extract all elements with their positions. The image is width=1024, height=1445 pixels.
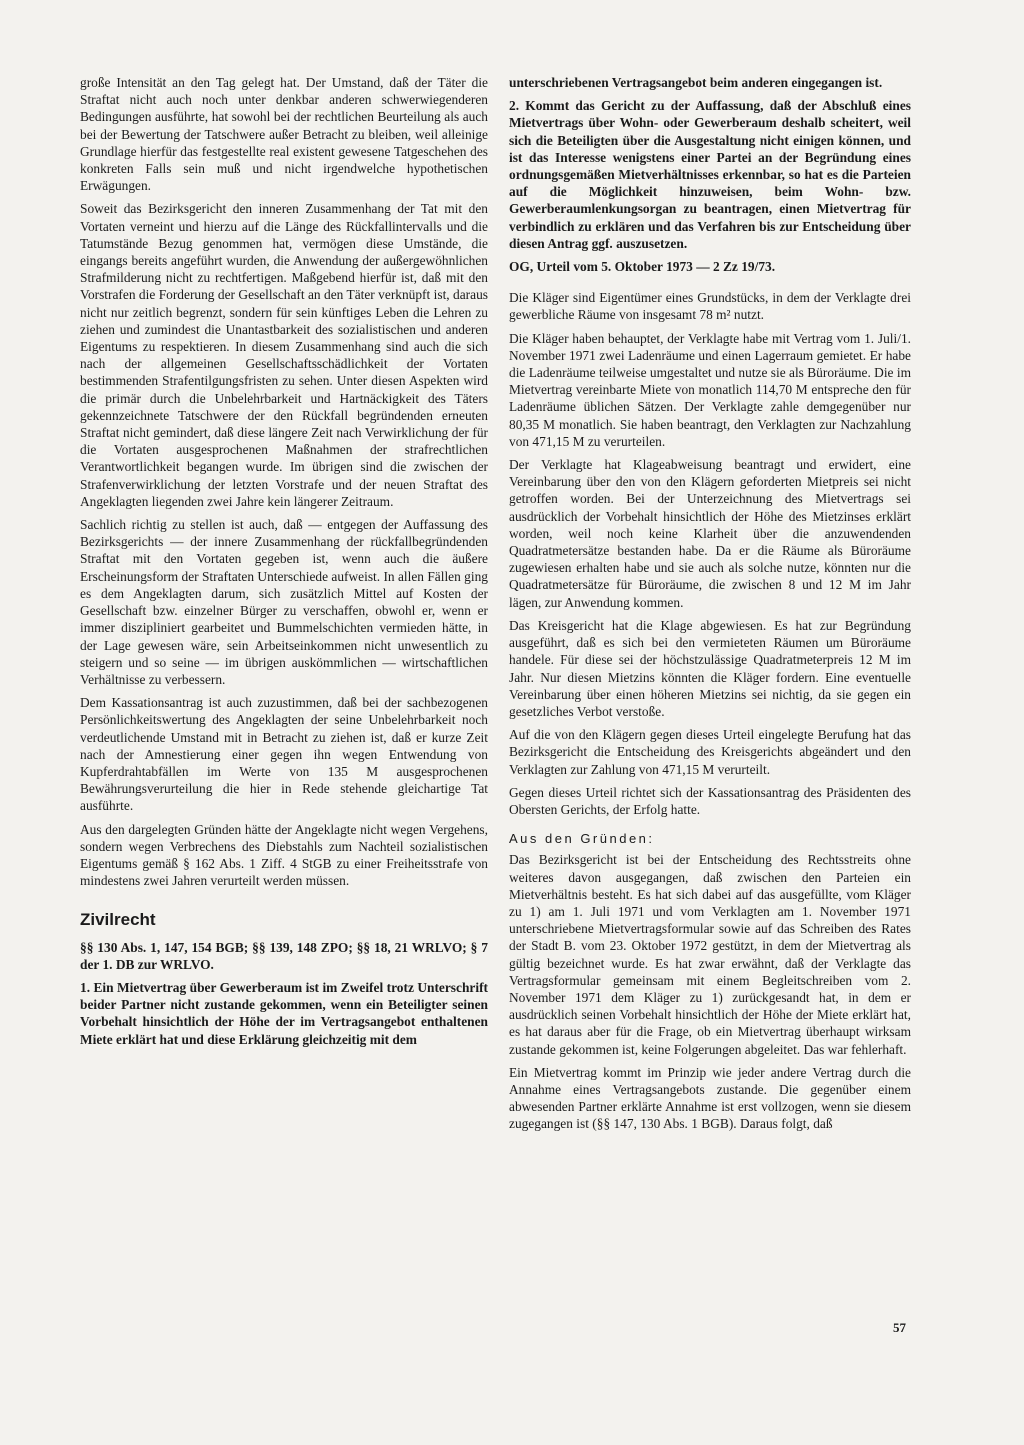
paragraph: Aus den dargelegten Gründen hätte der Angeklagte nicht wegen Vergehens, sondern wegen Verbrechens des Diebstahls zum Nachteil sozialistischen Eigentums gemäß § 162 Abs. 1 Ziff. 4 StGB zu einer Freiheitsstrafe von mindestens zwei Jahren verurteilt werden müssen.: [80, 821, 488, 889]
right-column: [509, 74, 911, 1139]
paragraph: Sachlich richtig zu stellen ist auch, daß — entgegen der Auffassung des Bezirksgerichts — der innere Zusammenhang der rückfallbegründenden Straftat mit den Vortaten gegeben ist, wenn auch die äußere Erscheinungsform der Straftaten Unterschiede aufweist. In allen Fällen ging es dem Angeklagten darum, sich zusätzlich Mittel auf Kosten der Gesellschaft bzw. einzelner Bürger zu verschaffen, obwohl er, wenn er immer diszipliniert gearbeitet und Bummelschichten vermieden hätte, in der Lage gewesen wäre, sein Arbeitseinkommen nicht unwesentlich zu steigern und so seine — im übrigen auskömmlichen — wirtschaftlichen Verhältnisse zu verbessern.: [80, 517, 488, 687]
paragraph: Gegen dieses Urteil richtet sich der Kassationsantrag des Präsidenten des Obersten Gerichts, der Erfolg hatte.: [509, 784, 911, 817]
paragraph: Soweit das Bezirksgericht den inneren Zusammenhang der Tat mit den Vortaten verneint und hierzu auf die Länge des Rückfallintervalls und die Tatumstände Bezug genommen hat, vermögen diese Umstände, die eingangs bereits angeführt wurden, die Anwendung der außergewöhnlichen Strafmilderung nicht zu rechtfertigen. Maßgebend hierfür ist, daß mit den Vorstrafen die Forderung der Gesellschaft an den Täter verknüpft ist, daraus nicht nur zeitlich begrenzt, sondern für sein künftiges Leben die Lehren zu ziehen und zumindest die Unantastbarkeit des sozialistischen und anderen Eigentums zu respektieren. In diesem Zusammenhang sind auch die sich nach der allgemeinen Gesellschaftsschädlichkeit der Vortaten bestimmenden Strafentilgungsfristen zu sehen. Unter diesen Aspekten wird die primär durch die Unbelehrbarkeit und Hartnäckigkeit des Täters gekennzeichnete Tatschwere der den Rückfall begründenden erneuten Straftat nicht gemindert, daß diese längere Zeit nach Verwirklichung der für die Vortaten ausgesprochenen Maßnahmen der strafrechtlichen Verantwortlichkeit begangen wurde. Im übrigen sind die zwischen der Strafenverwirklichung der letzten Vorstrafe und der neuen Straftat des Angeklagten liegenden zwei Jahre kein längerer Zeitraum.: [80, 201, 488, 509]
page-number: 57: [893, 1320, 906, 1335]
paragraph: Die Kläger sind Eigentümer eines Grundstücks, in dem der Verklagte drei gewerbliche Räume von insgesamt 78 m² nutzt.: [509, 290, 911, 323]
law-references: §§ 130 Abs. 1, 147, 154 BGB; §§ 139, 148 ZPO; §§ 18, 21 WRLVO; § 7 der 1. DB zur WRLVO.: [80, 939, 488, 972]
section-title: Zivilrecht: [80, 910, 156, 930]
paragraph: Dem Kassationsantrag ist auch zuzustimmen, daß bei der sachbezogenen Persönlichkeitswertung des Angeklagten der seine Unbelehrbarkeit noch verdeutlichende Umstand mit in Betracht zu ziehen ist, daß er kurze Zeit nach der Amnestierung einer gegen ihn wegen Entwendung von Kupferdrahtabfällen im Werte von 135 M ausgesprochenen Bewährungsverurteilung die hier in Rede stehende gleichartige Tat ausführte.: [80, 695, 488, 814]
paragraph: Das Bezirksgericht ist bei der Entscheidung des Rechtsstreits ohne weiteres davon ausgegangen, daß zwischen den Parteien ein Mietverhältnis besteht. Es hat sich dabei auf das ausgefüllte, vom Kläger zu 1) am 1. Juli 1971 und vom Verklagten am 1. November 1971 unterschriebene Mietvertragsformular sowie auf das Schreiben des Rates der Stadt B. vom 23. Oktober 1972 gestützt, in dem der Mietvertrag als gültig bezeichnet wurde. Es hat zwar erwähnt, daß der Verklagte das Vertragsformular gemeinsam mit einem Begleitschreiben vom 2. November 1971 dem Kläger zu 1) zurückgesandt hat, in dem er ausdrücklich seinen Vorbehalt hinsichtlich der Höhe der Miete erklärt hat, es hat daraus aber für die Frage, ob ein Mietvertrag überhaupt wirksam zustande gekommen ist, keine Folgerungen abgeleitet. Das war fehlerhaft.: [509, 852, 911, 1057]
headnote-1: 1. Ein Mietvertrag über Gewerberaum ist im Zweifel trotz Unterschrift beider Partner nicht zustande gekommen, wenn ein Beteiligter seinen Vorbehalt hinsichtlich der Höhe der im Vertragsangebot enthaltenen Miete erklärt hat und diese Erklärung gleichzeitig mit dem: [80, 979, 488, 1047]
left-column: [80, 74, 488, 1054]
headnote-1-continued: unterschriebenen Vertragsangebot beim anderen eingegangen ist.: [509, 75, 883, 90]
paragraph: Ein Mietvertrag kommt im Prinzip wie jeder andere Vertrag durch die Annahme eines Vertragsangebots zustande. Die gegenüber einem abwesenden Partner erklärte Annahme ist erst vollzogen, wenn sie diesem zugegangen ist (§§ 147, 130 Abs. 1 BGB). Daraus folgt, daß: [509, 1064, 911, 1132]
paragraph: Das Kreisgericht hat die Klage abgewiesen. Es hat zur Begründung ausgeführt, daß es sich bei den vermieteten Räumen um Büroräume handele. Für diese sei der höchstzulässige Quadratmeterpreis 12 M im Jahr. Nur diesen Mietzins könnten die Kläger fordern. Eine eventuelle Vereinbarung über einen höheren Mietzins sei nichtig, da sie gegen ein gesetzliches Verbot verstoße.: [509, 617, 911, 719]
reasons-heading: Aus den Gründen:: [509, 831, 655, 847]
case-citation: OG, Urteil vom 5. Oktober 1973 — 2 Zz 19/73.: [509, 259, 776, 275]
paragraph: große Intensität an den Tag gelegt hat. Der Umstand, daß der Täter die Straftat nicht auch noch unter denkbar anderen schwerwiegenderen Bedingungen ausführte, hat sowohl bei der rechtlichen Beurteilung als auch bei der Bewertung der Tatschwere außer Betracht zu bleiben, weil alleinige Grundlage hierfür das festgestellte real existent gewesene Tatgeschehen des konkreten Falls sein muß und nicht irgendwelche hypothetischen Erwägungen.: [80, 75, 488, 194]
paragraph: Die Kläger haben behauptet, der Verklagte habe mit Vertrag vom 1. Juli/1. November 1971 zwei Ladenräume und einen Lagerraum gemietet. Er habe die Ladenräume teilweise umgestaltet und nutze sie als Büroräume. Die im Mietvertrag vereinbarte Miete von monatlich 114,70 M entspreche den für Ladenräume üblichen Sätzen. Der Verklagte zahle demgegenüber nur 80,35 M monatlich. Sie haben beantragt, den Verklagten zur Nachzahlung von 471,15 M zu verurteilen.: [509, 330, 911, 449]
paragraph: Auf die von den Klägern gegen dieses Urteil eingelegte Berufung hat das Bezirksgericht die Entscheidung des Kreisgerichts abgeändert und den Verklagten zur Zahlung von 471,15 M verurteilt.: [509, 727, 911, 777]
headnote-2: 2. Kommt das Gericht zu der Auffassung, daß der Abschluß eines Mietvertrags über Wohn- oder Gewerberaum deshalb scheitert, weil sich die Beteiligten über die Ausgestaltung nicht einigen können, und ist das Interesse wenigstens einer Partei an der Begründung eines ordnungsgemäßen Mietverhältnisses erkennbar, so hat es die Parteien auf die Möglichkeit hinzuweisen, beim Wohn- bzw. Gewerberaumlenkungsorgan zu beantragen, einen Mietvertrag für verbindlich zu erklären und das Verfahren bis zur Entscheidung über diesen Antrag ggf. auszusetzen.: [509, 98, 911, 251]
paragraph: Der Verklagte hat Klageabweisung beantragt und erwidert, eine Vereinbarung über den von den Klägern geforderten Mietpreis sei nicht getroffen worden. Bei der Unterzeichnung des Mietvertrags sei ausdrücklich der Vorbehalt hinsichtlich der Höhe des Mietzinses erklärt worden, weil noch keine Klarheit über die anzuwendenden Quadratmetersätze bestanden habe. Da er die Räume als Büroräume zugewiesen erhalten habe und sie auch als solche nutze, könnten nur die Quadratmetersätze für Büroräume, die zwischen 8 und 12 M im Jahr lägen, zur Anwendung kommen.: [509, 457, 911, 610]
